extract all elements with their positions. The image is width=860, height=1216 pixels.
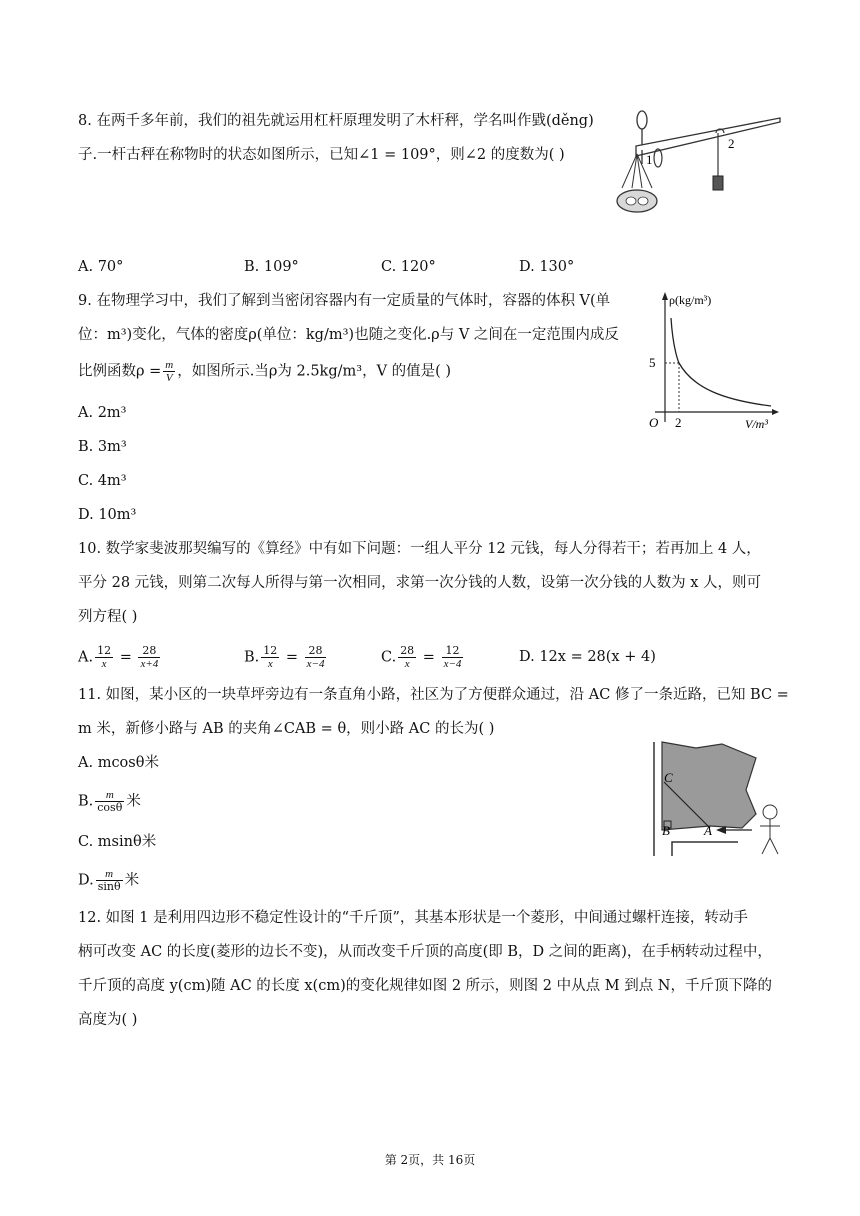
graph-ylabel: ρ(kg/m³) (669, 293, 712, 307)
q10-option-b[interactable]: B. $\frac{12}{x}$ = $\frac{28}{x-4}$ (244, 644, 325, 670)
q9-formula-suffix: ，如图所示.当ρ为 2.5kg/m³，V 的值是( ) (177, 363, 452, 380)
q8-option-c[interactable]: C. 120° (381, 259, 436, 275)
inverse-proportion-graph (643, 290, 783, 430)
angle-1-label: 1 (646, 152, 653, 167)
q10-line3: 列方程( ) (78, 609, 138, 625)
lawn-path-figure (648, 740, 788, 860)
graph-xlabel: V/m³ (745, 417, 768, 431)
q9-formula-fraction: $\frac{m}{V}$ (165, 359, 174, 384)
page-footer: 第 2页，共 16页 (384, 1153, 476, 1167)
q9-option-d[interactable]: D. 10m³ (78, 507, 137, 523)
q11-option-b[interactable]: B. $\frac{m}{\cos\theta}$ 米 (78, 789, 141, 814)
q10-line2: 平分 28 元钱，则第二次每人所得与第一次相同，求第一次分钱的人数，设第一次分钱的人数为 x 人，则可 (78, 575, 762, 591)
graph-origin: O (649, 415, 659, 430)
q9-option-a[interactable]: A. 2m³ (78, 405, 127, 421)
q10-line1: 10. 数学家斐波那契编写的《算经》中有如下问题：一组人平分 12 元钱，每人分得若干；若再加上 4 人， (78, 541, 761, 557)
graph-xtick: 2 (675, 415, 682, 430)
q11-option-c[interactable]: C. msinθ米 (78, 834, 157, 850)
graph-ytick: 5 (649, 355, 656, 370)
q9-formula-prefix: 比例函数ρ = (78, 363, 162, 380)
q8-option-b[interactable]: B. 109° (244, 259, 299, 275)
q11-line1: 11. 如图，某小区的一块草坪旁边有一条直角小路，社区为了方便群众通过，沿 AC 修了一条近路，已知 BC = (78, 687, 789, 703)
q10-option-a[interactable]: A. $\frac{12}{x}$ = $\frac{28}{x+4}$ (78, 644, 159, 670)
q11-option-a[interactable]: A. mcosθ米 (78, 755, 159, 771)
q8-line2: 子.一杆古秤在称物时的状态如图所示，已知∠1 = 109°，则∠2 的度数为( ) (78, 147, 565, 163)
q9-line3 (78, 359, 451, 384)
q9-line2: 位：m³)变化，气体的密度ρ(单位：kg/m³)也随之变化.ρ与 V 之间在一定范围内成反 (78, 327, 619, 343)
point-a-label: A (704, 823, 712, 838)
q12-line2: 柄可改变 AC 的长度(菱形的边长不变)，从而改变千斤顶的高度(即 B，D 之间的距离)，在手柄转动过程中， (78, 944, 772, 960)
point-b-label: B (662, 823, 670, 838)
q8-line1: 8. 在两千多年前，我们的祖先就运用杠杆原理发明了木杆秤，学名叫作戥(děng) (78, 113, 594, 129)
angle-2-label: 2 (728, 136, 735, 151)
q9-option-c[interactable]: C. 4m³ (78, 473, 127, 489)
q10-option-d[interactable]: D. 12x = 28(x + 4) (519, 649, 656, 665)
q9-option-b[interactable]: B. 3m³ (78, 439, 127, 455)
q12-line4: 高度为( ) (78, 1012, 138, 1028)
q8-option-a[interactable]: A. 70° (78, 259, 124, 275)
q11-line2: m 米，新修小路与 AB 的夹角∠CAB = θ，则小路 AC 的长为( ) (78, 721, 495, 737)
point-c-label: C (664, 770, 673, 785)
q10-option-c[interactable]: C. $\frac{28}{x}$ = $\frac{12}{x-4}$ (381, 644, 462, 670)
q12-line3: 千斤顶的高度 y(cm)随 AC 的长度 x(cm)的变化规律如图 2 所示，则图 2 中从点 M 到点 N，千斤顶下降的 (78, 978, 772, 994)
q9-line1: 9. 在物理学习中，我们了解到当密闭容器内有一定质量的气体时，容器的体积 V(单 (78, 293, 611, 309)
q11-option-d[interactable]: D. $\frac{m}{\sin\theta}$ 米 (78, 868, 140, 893)
q12-line1: 12. 如图 1 是利用四边形不稳定性设计的“千斤顶”，其基本形状是一个菱形，中间通过螺杆连接，转动手 (78, 910, 748, 926)
steelyard-figure (612, 106, 782, 216)
q8-option-d[interactable]: D. 130° (519, 259, 575, 275)
